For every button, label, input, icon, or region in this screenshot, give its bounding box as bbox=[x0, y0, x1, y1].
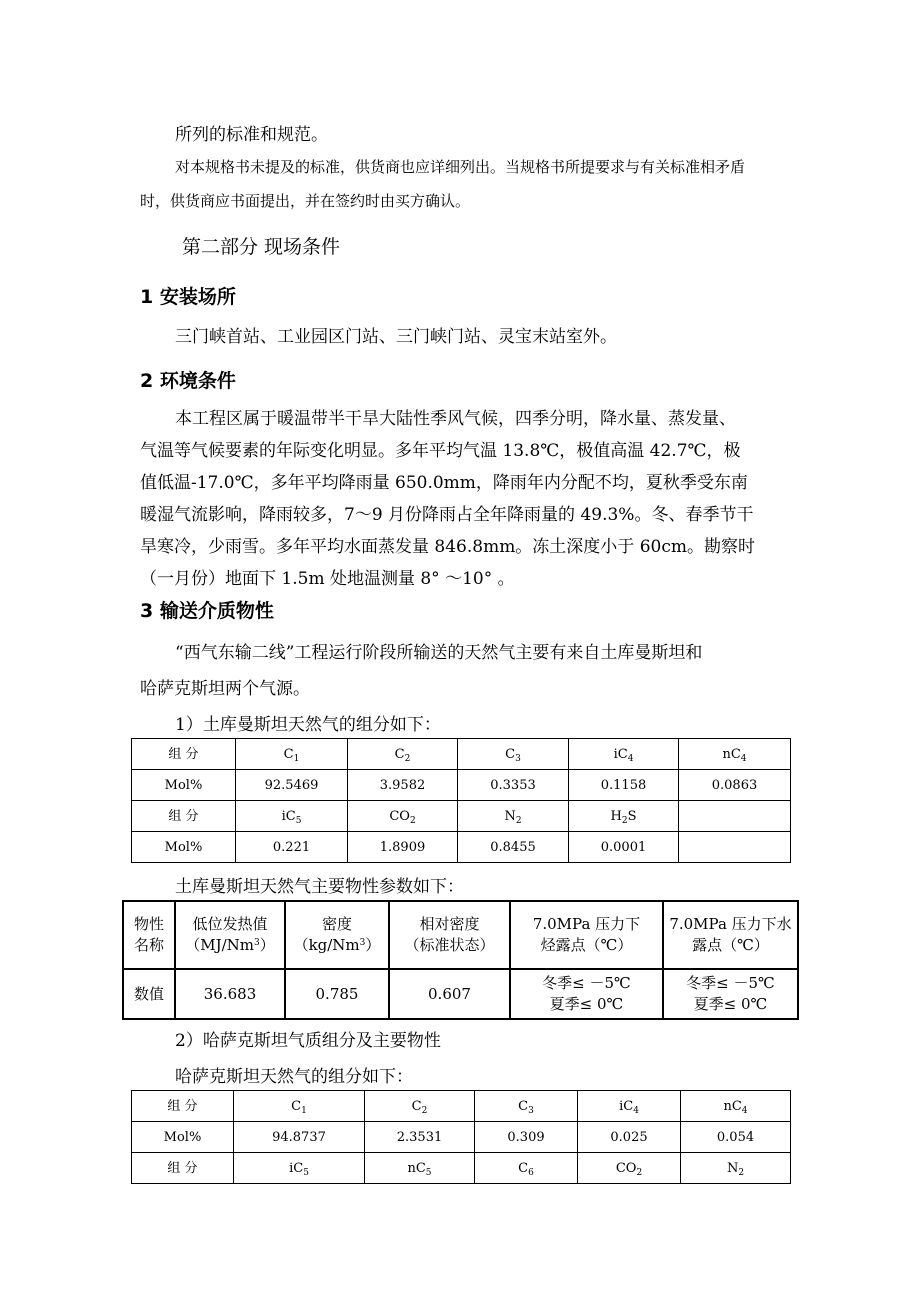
table-row bbox=[132, 1091, 791, 1122]
header-cell: 7.0MPa 压力下 烃露点（℃） bbox=[510, 901, 663, 969]
subscript: 4 bbox=[741, 1105, 748, 1116]
table-cell: $CO_2$ bbox=[348, 801, 458, 832]
table-row bbox=[132, 1122, 791, 1153]
subscript: 3 bbox=[528, 1105, 534, 1116]
table-cell bbox=[679, 832, 791, 863]
table-header-row bbox=[123, 901, 798, 969]
subscript: 1 bbox=[293, 753, 300, 764]
superscript: 3 bbox=[359, 938, 366, 948]
superscript: 3 bbox=[254, 938, 260, 948]
subscript: 2 bbox=[621, 815, 628, 826]
table-cell: 0.0001 bbox=[569, 832, 679, 863]
row-label-cell: 组 分 bbox=[132, 739, 236, 770]
turkmen-props-title: 土库曼斯坦天然气主要物性参数如下： bbox=[175, 877, 464, 897]
table-row bbox=[132, 1153, 791, 1184]
row-label-cell: 组 分 bbox=[132, 801, 236, 832]
table-cell: 92.5469 bbox=[236, 770, 348, 801]
section-3-heading: 3 输送介质物性 bbox=[140, 600, 274, 622]
part-two-title: 第二部分 现场条件 bbox=[182, 236, 341, 258]
subscript: 2 bbox=[636, 1167, 643, 1178]
section-2-heading: 2 环境条件 bbox=[140, 370, 236, 392]
table-cell: 0.8455 bbox=[458, 832, 569, 863]
table-row bbox=[132, 739, 791, 770]
media-line: “西气东输二线”工程运行阶段所输送的天然气主要有来自土库曼斯坦和 bbox=[175, 643, 703, 663]
table-cell: $C_3$ bbox=[458, 739, 569, 770]
table-cell: $C_3$ bbox=[475, 1091, 578, 1122]
media-line: 哈萨克斯坦两个气源。 bbox=[140, 679, 310, 699]
subscript: 5 bbox=[425, 1167, 432, 1178]
subscript: 3 bbox=[515, 753, 521, 764]
table-cell: $H_2S$ bbox=[569, 801, 679, 832]
value-cell: 0.785 bbox=[285, 969, 389, 1019]
table-cell: $N_2$ bbox=[681, 1153, 791, 1184]
table-cell: 0.3353 bbox=[458, 770, 569, 801]
subscript: 2 bbox=[409, 815, 416, 826]
subscript: 1 bbox=[301, 1105, 307, 1116]
env-line: 气温等气候要素的年际变化明显。多年平均气温 13.8℃，极值高温 42.7℃，极 bbox=[140, 441, 741, 461]
table-cell: $CO_2$ bbox=[578, 1153, 681, 1184]
table-cell: $iC_5$ bbox=[234, 1153, 365, 1184]
standards-list-line: 所列的标准和规范。 bbox=[175, 125, 328, 145]
table-row bbox=[132, 832, 791, 863]
kazakh-composition-table bbox=[131, 1090, 791, 1184]
env-line: 旱寒冷，少雨雪。多年平均水面蒸发量 846.8mm。冻土深度小于 60cm。勘察时 bbox=[140, 537, 755, 557]
kazakh-section-title: 2）哈萨克斯坦气质组分及主要物性 bbox=[175, 1031, 441, 1051]
table-cell: $nC_5$ bbox=[365, 1153, 475, 1184]
table-cell bbox=[679, 801, 791, 832]
env-line: （一月份）地面下 1.5m 处地温测量 8° ～10° 。 bbox=[140, 569, 515, 589]
header-cell: 物性 名称 bbox=[123, 901, 175, 969]
table-cell: $C_6$ bbox=[475, 1153, 578, 1184]
env-line: 本工程区属于暖温带半干旱大陆性季风气候，四季分明，降水量、蒸发量、 bbox=[175, 409, 736, 429]
header-cell: 密度 （kg/Nm$^3$） bbox=[285, 901, 389, 969]
table-cell: 0.054 bbox=[681, 1122, 791, 1153]
table-cell: 0.1158 bbox=[569, 770, 679, 801]
table-row bbox=[132, 770, 791, 801]
subscript: 5 bbox=[295, 815, 302, 826]
table-cell: $nC_4$ bbox=[681, 1091, 791, 1122]
table-cell: 0.0863 bbox=[679, 770, 791, 801]
kazakh-composition-title: 哈萨克斯坦天然气的组分如下： bbox=[175, 1067, 413, 1087]
subscript: 6 bbox=[528, 1167, 534, 1178]
subscript: 4 bbox=[633, 1105, 639, 1116]
table-value-row bbox=[123, 969, 798, 1019]
table-cell: $nC_4$ bbox=[679, 739, 791, 770]
table-cell: $N_2$ bbox=[458, 801, 569, 832]
subscript: 4 bbox=[740, 753, 747, 764]
turkmen-composition-title: 1）土库曼斯坦天然气的组分如下： bbox=[175, 715, 441, 735]
value-cell: 36.683 bbox=[175, 969, 285, 1019]
env-line: 暖湿气流影响，降雨较多，7～9 月份降雨占全年降雨量的 49.3%。冬、春季节干 bbox=[140, 505, 754, 525]
row-label-cell: Mol% bbox=[132, 770, 236, 801]
table-cell: 0.221 bbox=[236, 832, 348, 863]
standards-note-line-1: 对本规格书未提及的标准，供货商也应详细列出。当规格书所提要求与有关标准相矛盾 bbox=[175, 158, 746, 176]
value-cell: 0.607 bbox=[389, 969, 510, 1019]
table-cell: $C_2$ bbox=[365, 1091, 475, 1122]
subscript: 2 bbox=[738, 1167, 745, 1178]
header-cell: 相对密度 （标准状态） bbox=[389, 901, 510, 969]
table-cell: $C_2$ bbox=[348, 739, 458, 770]
env-line: 值低温-17.0℃，多年平均降雨量 650.0mm，降雨年内分配不均，夏秋季受东南 bbox=[140, 473, 748, 493]
subscript: 5 bbox=[303, 1167, 309, 1178]
table-cell: 0.309 bbox=[475, 1122, 578, 1153]
table-cell: 0.025 bbox=[578, 1122, 681, 1153]
value-cell: 冬季≤ －5℃ 夏季≤ 0℃ bbox=[510, 969, 663, 1019]
turkmen-composition-table bbox=[131, 738, 791, 863]
value-cell: 冬季≤ －5℃ 夏季≤ 0℃ bbox=[663, 969, 798, 1019]
table-cell: 3.9582 bbox=[348, 770, 458, 801]
row-label-cell: Mol% bbox=[132, 1122, 234, 1153]
row-label-cell: 组 分 bbox=[132, 1091, 234, 1122]
table-cell: 1.8909 bbox=[348, 832, 458, 863]
table-cell: $iC_5$ bbox=[236, 801, 348, 832]
subscript: 2 bbox=[421, 1105, 428, 1116]
table-cell: $iC_4$ bbox=[569, 739, 679, 770]
header-cell: 7.0MPa 压力下水 露点（℃） bbox=[663, 901, 798, 969]
value-cell: 数值 bbox=[123, 969, 175, 1019]
subscript: 2 bbox=[515, 815, 522, 826]
turkmen-properties-table bbox=[122, 900, 799, 1020]
install-sites: 三门峡首站、工业园区门站、三门峡门站、灵宝末站室外。 bbox=[175, 327, 617, 347]
table-row bbox=[132, 801, 791, 832]
standards-note-line-2: 时，供货商应书面提出，并在签约时由买方确认。 bbox=[140, 192, 471, 210]
table-cell: $C_1$ bbox=[236, 739, 348, 770]
row-label-cell: Mol% bbox=[132, 832, 236, 863]
section-1-heading: 1 安装场所 bbox=[140, 286, 236, 308]
subscript: 2 bbox=[404, 753, 411, 764]
row-label-cell: 组 分 bbox=[132, 1153, 234, 1184]
table-cell: 2.3531 bbox=[365, 1122, 475, 1153]
subscript: 4 bbox=[627, 753, 634, 764]
header-cell: 低位发热值 （MJ/Nm$^3$） bbox=[175, 901, 285, 969]
table-cell: $iC_4$ bbox=[578, 1091, 681, 1122]
table-cell: 94.8737 bbox=[234, 1122, 365, 1153]
table-cell: $C_1$ bbox=[234, 1091, 365, 1122]
